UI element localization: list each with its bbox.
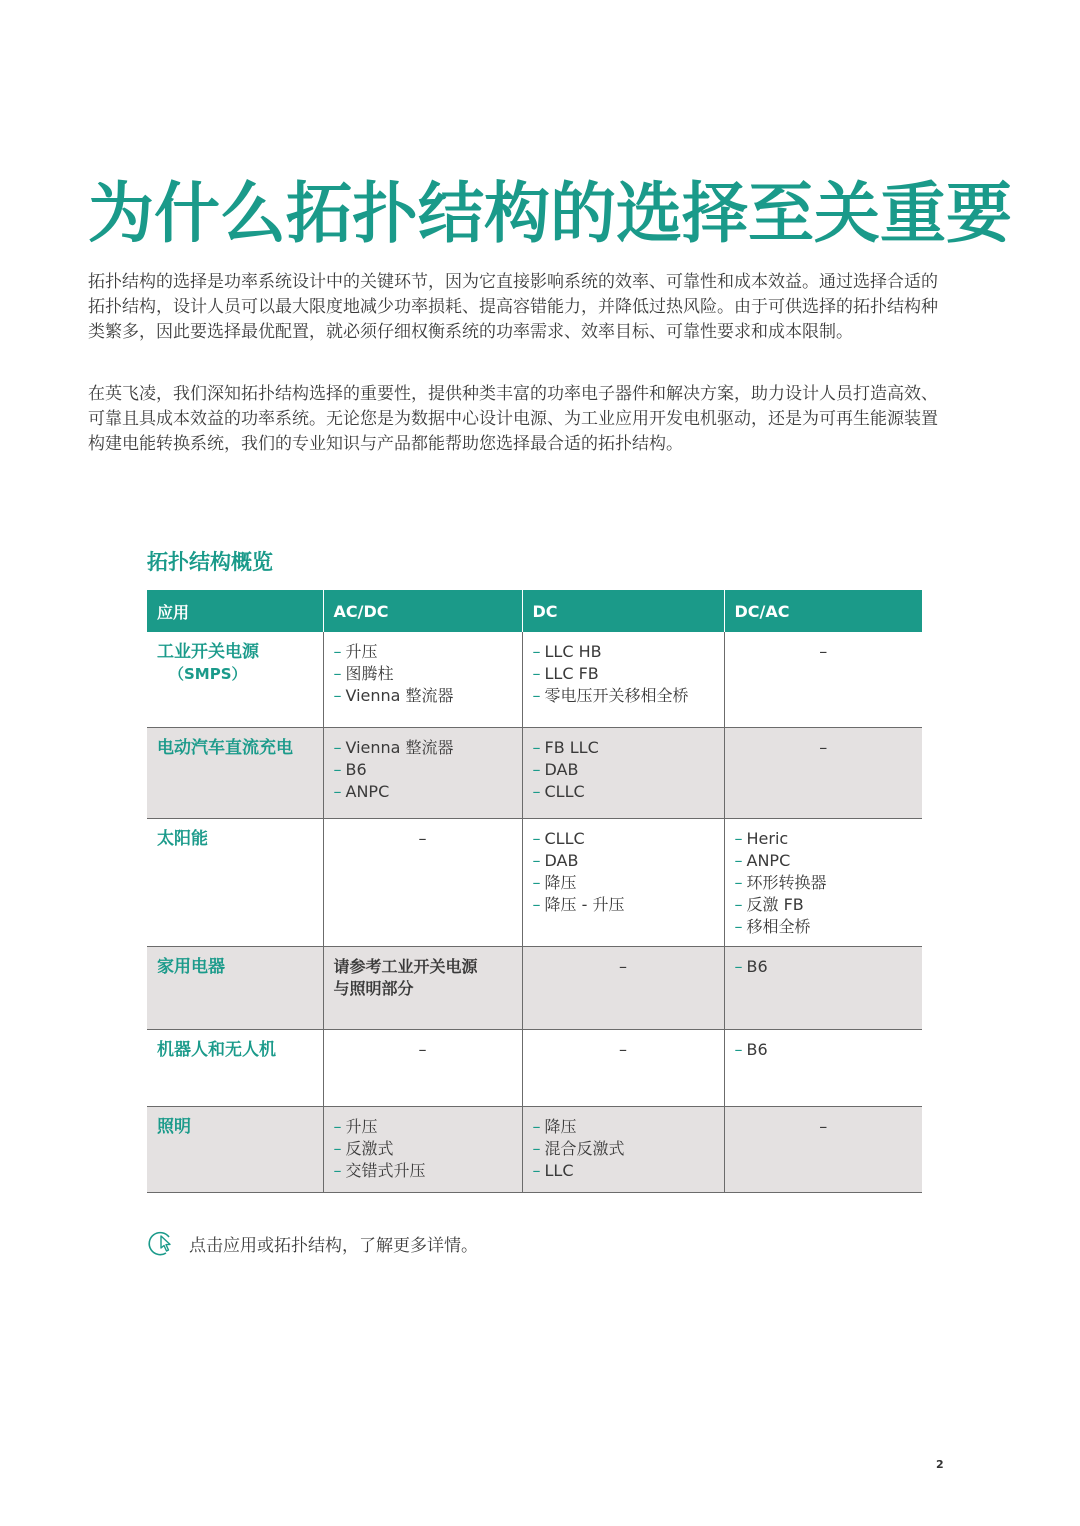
topology-item[interactable]	[533, 781, 714, 803]
bullet-dash: –	[734, 1039, 743, 1059]
bullet-dash: –	[532, 664, 541, 683]
bullet-dash: –	[532, 894, 541, 914]
topology-item[interactable]	[735, 872, 913, 894]
click-hint	[147, 1228, 478, 1258]
topology-item[interactable]	[533, 737, 714, 759]
application-subtitle: （SMPS）	[169, 665, 247, 683]
acdc-cell	[323, 946, 522, 1029]
bullet-dash: –	[333, 642, 342, 661]
application-link[interactable]: 工业开关电源	[157, 642, 259, 662]
topology-name: 降压 - 升压	[544, 894, 625, 914]
empty-cell: –	[724, 727, 922, 818]
bullet-dash: –	[734, 850, 743, 870]
application-link[interactable]: 太阳能	[157, 828, 208, 849]
topology-item[interactable]	[334, 781, 512, 803]
bullet-dash: –	[532, 759, 541, 779]
application-link[interactable]: 机器人和无人机	[157, 1039, 276, 1060]
bullet-dash: –	[532, 1138, 541, 1158]
bullet-dash: –	[333, 1138, 342, 1158]
table-heading: 拓扑结构概览	[147, 550, 273, 574]
click-hint-text: 点击应用或拓扑结构，了解更多详情。	[189, 1235, 478, 1256]
topology-name: LLC FB	[544, 664, 599, 683]
application-cell	[147, 727, 323, 818]
dcac-cell	[724, 1029, 922, 1106]
bullet-dash: –	[532, 1116, 541, 1136]
col-header-dcac[interactable]: DC/AC	[724, 590, 922, 632]
dc-cell	[522, 727, 724, 818]
topology-item[interactable]	[735, 894, 913, 916]
topology-overview-table	[147, 590, 922, 1193]
dcac-cell	[724, 946, 922, 1029]
table-row	[147, 727, 922, 818]
table-row	[147, 1029, 922, 1106]
topology-item[interactable]	[334, 685, 512, 707]
reference-note-line: 与照明部分	[333, 978, 414, 998]
topology-name: FB LLC	[544, 737, 599, 757]
application-cell	[147, 1029, 323, 1106]
topology-item[interactable]	[334, 1116, 512, 1138]
topology-item[interactable]	[533, 663, 714, 685]
table-row	[147, 1106, 922, 1192]
topology-item[interactable]	[533, 685, 714, 707]
bullet-dash: –	[333, 1116, 342, 1136]
topology-item[interactable]	[334, 1138, 512, 1160]
acdc-cell	[323, 1106, 522, 1192]
bullet-dash: –	[532, 642, 541, 661]
topology-name: 移相全桥	[746, 916, 811, 936]
topology-name: Heric	[746, 828, 789, 848]
topology-item[interactable]	[735, 850, 913, 872]
topology-item[interactable]	[334, 641, 512, 663]
topology-name: 反激式	[345, 1138, 394, 1158]
topology-name: 零电压开关移相全桥	[544, 686, 689, 705]
application-link[interactable]: 照明	[157, 1116, 191, 1137]
click-icon	[147, 1228, 177, 1258]
dc-cell	[522, 1106, 724, 1192]
bullet-dash: –	[532, 850, 541, 870]
topology-item[interactable]	[334, 737, 512, 759]
bullet-dash: –	[532, 828, 541, 848]
topology-item[interactable]	[735, 828, 913, 850]
topology-name: 升压	[345, 642, 378, 661]
topology-name: B6	[746, 956, 768, 976]
empty-cell: –	[323, 818, 522, 946]
bullet-dash: –	[734, 916, 743, 936]
table-row	[147, 818, 922, 946]
bullet-dash: –	[734, 956, 743, 976]
page-number: 2	[936, 1458, 944, 1471]
topology-name: B6	[746, 1039, 768, 1059]
acdc-cell	[323, 632, 522, 727]
topology-name: 交错式升压	[345, 1160, 426, 1180]
topology-item[interactable]	[533, 1138, 714, 1160]
topology-item[interactable]	[735, 916, 913, 938]
dc-cell	[522, 632, 724, 727]
topology-name: LLC HB	[544, 642, 602, 661]
empty-cell: –	[522, 1029, 724, 1106]
dcac-cell	[724, 818, 922, 946]
page-title: 为什么拓扑结构的选择至关重要	[88, 175, 1012, 252]
dc-cell	[522, 818, 724, 946]
topology-item[interactable]	[334, 759, 512, 781]
bullet-dash: –	[333, 781, 342, 801]
bullet-dash: –	[333, 737, 342, 757]
topology-item[interactable]	[533, 872, 714, 894]
topology-name: DAB	[544, 850, 579, 870]
empty-cell: –	[724, 632, 922, 727]
topology-item[interactable]	[533, 1116, 714, 1138]
topology-item[interactable]	[533, 850, 714, 872]
bullet-dash: –	[532, 737, 541, 757]
empty-cell: –	[724, 1106, 922, 1192]
topology-item[interactable]	[533, 828, 714, 850]
table-row	[147, 946, 922, 1029]
application-cell	[147, 818, 323, 946]
table-row	[147, 632, 922, 727]
topology-name: 升压	[345, 1116, 378, 1136]
bullet-dash: –	[734, 828, 743, 848]
topology-name: 混合反激式	[544, 1138, 625, 1158]
topology-name: 图腾柱	[345, 664, 394, 683]
acdc-cell	[323, 727, 522, 818]
topology-name: CLLC	[544, 828, 585, 848]
table-header-row	[147, 590, 922, 632]
empty-cell: –	[522, 946, 724, 1029]
col-header-acdc[interactable]: AC/DC	[323, 590, 522, 632]
intro-paragraph-1: 拓扑结构的选择是功率系统设计中的关键环节，因为它直接影响系统的效率、可靠性和成本效益。通过选择合适的拓扑结构，设计人员可以最大限度地减少功率损耗、提高容错能力，并降低过热风险。由于可供选择的拓扑结构种类繁多，因此要选择最优配置，就必须仔细权衡系统的功率需求、效率目标、可靠性要求和成本限制。	[88, 272, 938, 342]
bullet-dash: –	[532, 872, 541, 892]
topology-name: 降压	[544, 1116, 577, 1136]
bullet-dash: –	[734, 872, 743, 892]
application-cell	[147, 632, 323, 727]
topology-name: Vienna 整流器	[345, 737, 454, 757]
topology-name: 反激 FB	[746, 894, 804, 914]
topology-name: B6	[345, 759, 367, 779]
intro-paragraph-2: 在英飞凌，我们深知拓扑结构选择的重要性，提供种类丰富的功率电子器件和解决方案，助力设计人员打造高效、可靠且具成本效益的功率系统。无论您是为数据中心设计电源、为工业应用开发电机驱动，还是为可再生能源装置构建电能转换系统，我们的专业知识与产品都能帮助您选择最合适的拓扑结构。	[88, 384, 938, 454]
topology-name: CLLC	[544, 781, 585, 801]
application-cell	[147, 946, 323, 1029]
topology-item[interactable]	[334, 1160, 512, 1182]
bullet-dash: –	[333, 759, 342, 779]
topology-item[interactable]	[533, 1160, 714, 1182]
topology-name: LLC	[544, 1160, 574, 1180]
bullet-dash: –	[734, 894, 743, 914]
reference-note-line: 请参考工业开关电源	[333, 956, 478, 976]
topology-item[interactable]	[533, 641, 714, 663]
bullet-dash: –	[532, 1160, 541, 1180]
bullet-dash: –	[532, 781, 541, 801]
topology-name: DAB	[544, 759, 579, 779]
topology-name: Vienna 整流器	[345, 686, 454, 705]
col-header-dc[interactable]: DC	[522, 590, 724, 632]
bullet-dash: –	[333, 1160, 342, 1180]
application-link[interactable]: 电动汽车直流充电	[157, 737, 293, 758]
col-header-application: 应用	[147, 590, 323, 632]
bullet-dash: –	[333, 664, 342, 683]
empty-cell: –	[323, 1029, 522, 1106]
topology-name: 环形转换器	[746, 872, 827, 892]
bullet-dash: –	[532, 686, 541, 705]
topology-name: ANPC	[345, 781, 390, 801]
topology-item[interactable]	[533, 759, 714, 781]
topology-name: ANPC	[746, 850, 791, 870]
topology-item[interactable]	[735, 956, 913, 978]
topology-item[interactable]	[334, 663, 512, 685]
bullet-dash: –	[333, 686, 342, 705]
application-link[interactable]: 家用电器	[157, 956, 225, 977]
application-cell	[147, 1106, 323, 1192]
topology-item[interactable]	[533, 894, 714, 916]
topology-name: 降压	[544, 872, 577, 892]
topology-item[interactable]	[735, 1039, 913, 1061]
